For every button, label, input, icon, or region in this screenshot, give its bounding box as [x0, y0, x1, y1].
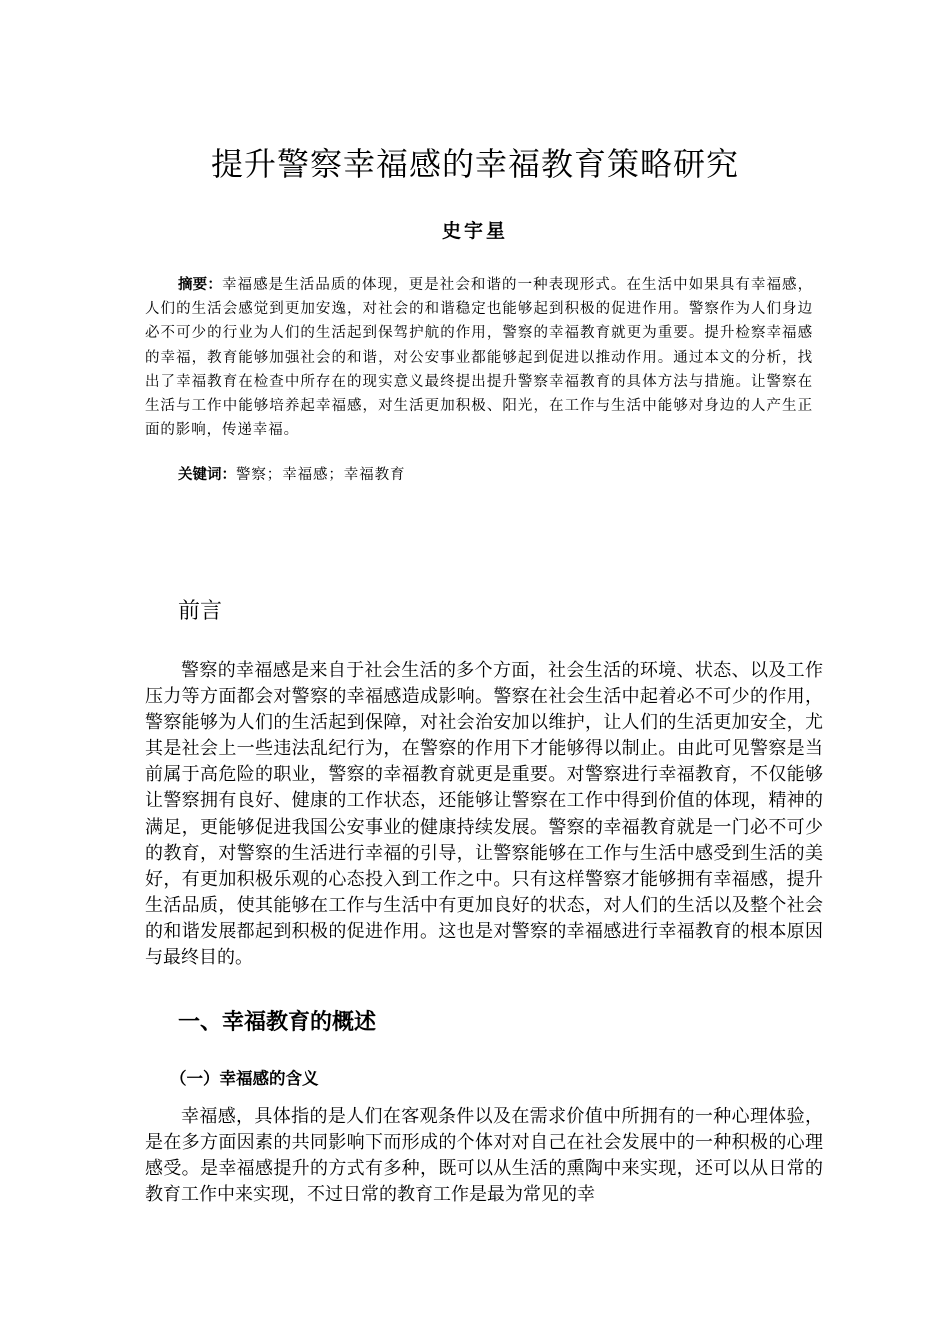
keywords-label: 关键词：: [178, 467, 236, 483]
keywords-line: [178, 463, 405, 487]
abstract-paragraph: [145, 273, 813, 442]
subsection-paragraph: 幸福感，具体指的是人们在客观条件以及在需求价值中所拥有的一种心理体验，是在多方面因素的共同影响下而形成的个体对对自己在社会发展中的一种积极的心理感受。是幸福感提升的方式有多种，既可以从生活的熏陶中来实现，还可以从日常的教育工作中来实现，不过日常的教育工作是最为常见的幸: [145, 1106, 823, 1206]
subsection-heading: （一）幸福感的含义: [170, 1069, 319, 1088]
abstract-label: 摘要：: [178, 277, 222, 293]
preface-heading: 前言: [178, 599, 223, 624]
abstract-text: 幸福感是生活品质的体现，更是社会和谐的一种表现形式。在生活中如果具有幸福感，人们的生活会感觉到更加安逸，对社会的和谐稳定也能够起到积极的促进作用。警察作为人们身边必不可少的行业为人们的生活起到保驾护航的作用，警察的幸福教育就更为重要。提升检察幸福感的幸福，教育能够加强社会的和谐，对公安事业都能够起到促进以推动作用。通过本文的分析，找出了幸福教育在检查中所存在的现实意义最终提出提升警察幸福教育的具体方法与措施。让警察在生活与工作中能够培养起幸福感，对生活更加积极、阳光，在工作与生活中能够对身边的人产生正面的影响，传递幸福。: [145, 277, 814, 439]
author-name: 史宇星: [441, 220, 508, 242]
paper-title: 提升警察幸福感的幸福教育策略研究: [210, 145, 739, 183]
keywords-text: 警察；幸福感；幸福教育: [236, 467, 406, 483]
section-heading: 一、幸福教育的概述: [178, 1010, 377, 1035]
preface-paragraph: 警察的幸福感是来自于社会生活的多个方面，社会生活的环境、状态、以及工作压力等方面都会对警察的幸福感造成影响。警察在社会生活中起着必不可少的作用，警察能够为人们的生活起到保障，对社会治安加以维护，让人们的生活更加安全，尤其是社会上一些违法乱纪行为，在警察的作用下才能够得以制止。由此可见警察是当前属于高危险的职业，警察的幸福教育就更是重要。对警察进行幸福教育，不仅能够让警察拥有良好、健康的工作状态，还能够让警察在工作中得到价值的体现，精神的满足，更能够促进我国公安事业的健康持续发展。警察的幸福教育就是一门必不可少的教育，对警察的生活进行幸福的引导，让警察能够在工作与生活中感受到生活的美好，有更加积极乐观的心态投入到工作之中。只有这样警察才能够拥有幸福感，提升生活品质，使其能够在工作与生活中有更加良好的状态，对人们的生活以及整个社会的和谐发展都起到积极的促进作用。这也是对警察的幸福感进行幸福教育的根本原因与最终目的。: [145, 660, 823, 969]
